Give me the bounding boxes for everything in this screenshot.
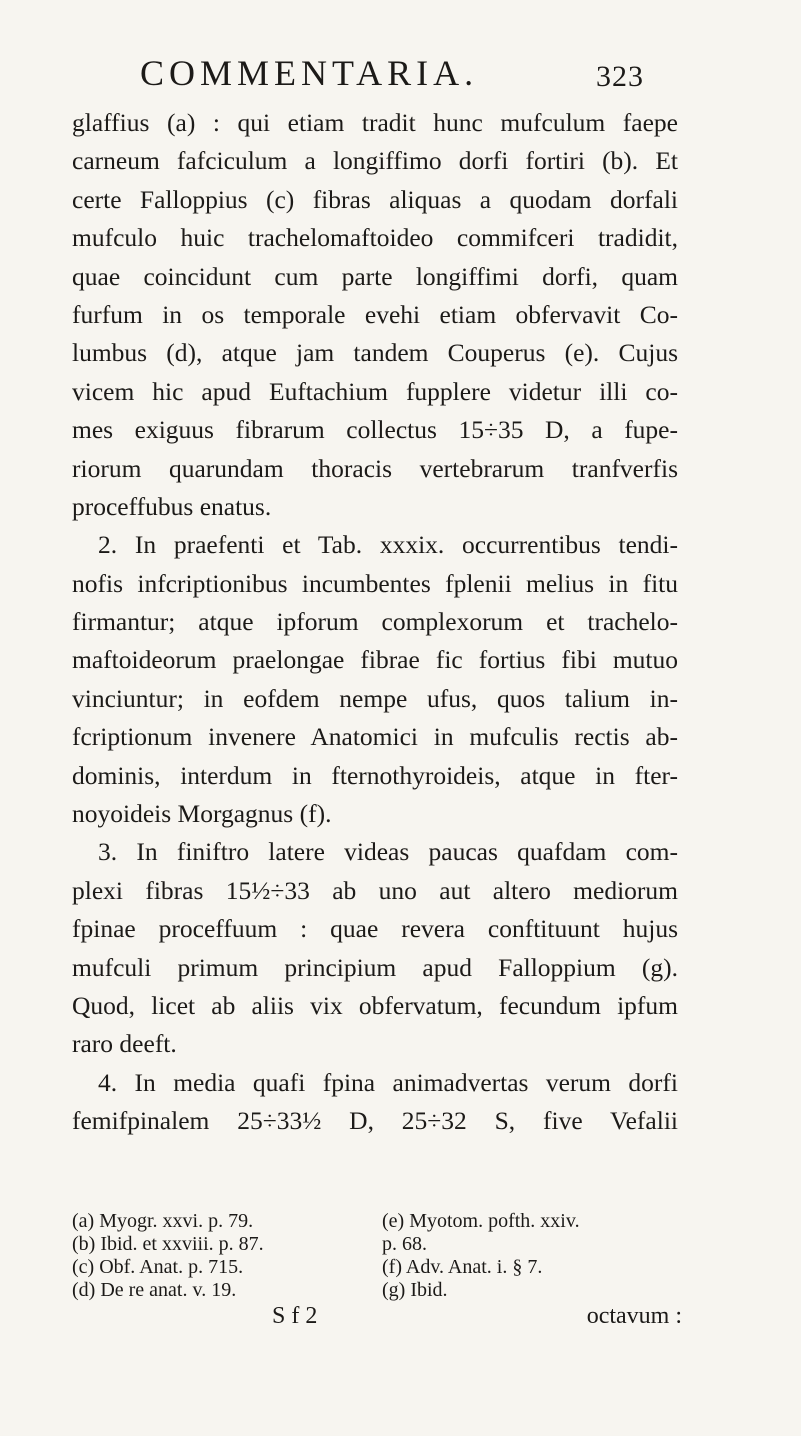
page-header: [0, 48, 801, 98]
text-line: 2. In praefenti et Tab. xxxix. occurrentibus tendi-: [98, 530, 678, 560]
page-footer: [72, 1303, 682, 1329]
text-line: furfum in os temporale evehi etiam obfervavit Co-: [72, 299, 678, 329]
footnote-row: [72, 1233, 682, 1256]
footnote-g: (g) Ibid.: [382, 1279, 448, 1301]
footnote-row: [72, 1210, 682, 1233]
text-line: dominis, interdum in fternothyroideis, atque in fter-: [72, 760, 678, 790]
text-line: certe Falloppius (c) fibras aliquas a quodam dorfali: [72, 184, 678, 214]
text-line: raro deeft.: [72, 1029, 177, 1059]
footnote-e: (e) Myotom. pofth. xxiv.: [382, 1210, 580, 1232]
footnote-d: (d) De re anat. v. 19.: [72, 1279, 237, 1301]
text-line: quae coincidunt cum parte longiffimi dorfi, quam: [72, 261, 678, 291]
page-number: 323: [596, 60, 644, 93]
footnote-b: (b) Ibid. et xxviii. p. 87.: [72, 1233, 264, 1255]
text-line: riorum quarundam thoracis vertebrarum tranfverfis: [72, 453, 678, 483]
text-line: vicem hic apud Euftachium fupplere videtur illi co-: [72, 376, 678, 406]
text-line: 3. In finiftro latere videas paucas quafdam com-: [98, 837, 678, 867]
footnote-c: (c) Obf. Anat. p. 715.: [72, 1256, 244, 1278]
footnote-e-continued: p. 68.: [382, 1233, 427, 1255]
signature-mark: S f 2: [272, 1303, 318, 1329]
text-line: 4. In media quafi fpina animadvertas verum dorfi: [98, 1067, 678, 1097]
text-line: femifpinalem 25÷33½ D, 25÷32 S, five Vefalii: [72, 1106, 678, 1136]
body-text: [72, 104, 678, 1141]
text-line: mufculi primum principium apud Falloppium (g).: [72, 952, 678, 982]
text-line: fcriptionum invenere Anatomici in mufculis rectis ab-: [72, 722, 678, 752]
footnote-row: [72, 1279, 682, 1302]
running-head: COMMENTARIA.: [140, 53, 479, 93]
text-line: carneum fafciculum a longiffimo dorfi fortiri (b). Et: [72, 146, 678, 176]
footnote-a: (a) Myogr. xxvi. p. 79.: [72, 1210, 254, 1232]
text-line: Quod, licet ab aliis vix obfervatum, fecundum ipfum: [72, 990, 678, 1020]
text-line: lumbus (d), atque jam tandem Couperus (e). Cujus: [72, 338, 678, 368]
footnote-f: (f) Adv. Anat. i. § 7.: [382, 1256, 543, 1278]
text-line: maftoideorum praelongae fibrae fic fortius fibi mutuo: [72, 645, 678, 675]
text-line: glaffius (a) : qui etiam tradit hunc mufculum faepe: [72, 108, 678, 137]
text-line: mes exiguus fibrarum collectus 15÷35 D, a fupe-: [72, 415, 678, 445]
catchword: octavum :: [586, 1303, 682, 1329]
text-line: proceffubus enatus.: [72, 491, 272, 521]
text-line: vinciuntur; in eofdem nempe ufus, quos talium in-: [72, 683, 678, 713]
footnotes: [72, 1210, 682, 1329]
text-line: mufculo huic trachelomaftoideo commifceri tradidit,: [72, 223, 678, 253]
text-line: plexi fibras 15½÷33 ab uno aut altero mediorum: [72, 875, 678, 905]
text-line: noyoideis Morgagnus (f).: [72, 799, 332, 829]
text-line: nofis infcriptionibus incumbentes fplenii melius in fitu: [72, 568, 678, 598]
text-line: fpinae proceffuum : quae revera conftituunt hujus: [72, 914, 678, 944]
footnote-row: [72, 1256, 682, 1279]
text-line: firmantur; atque ipforum complexorum et trachelo-: [72, 607, 678, 637]
